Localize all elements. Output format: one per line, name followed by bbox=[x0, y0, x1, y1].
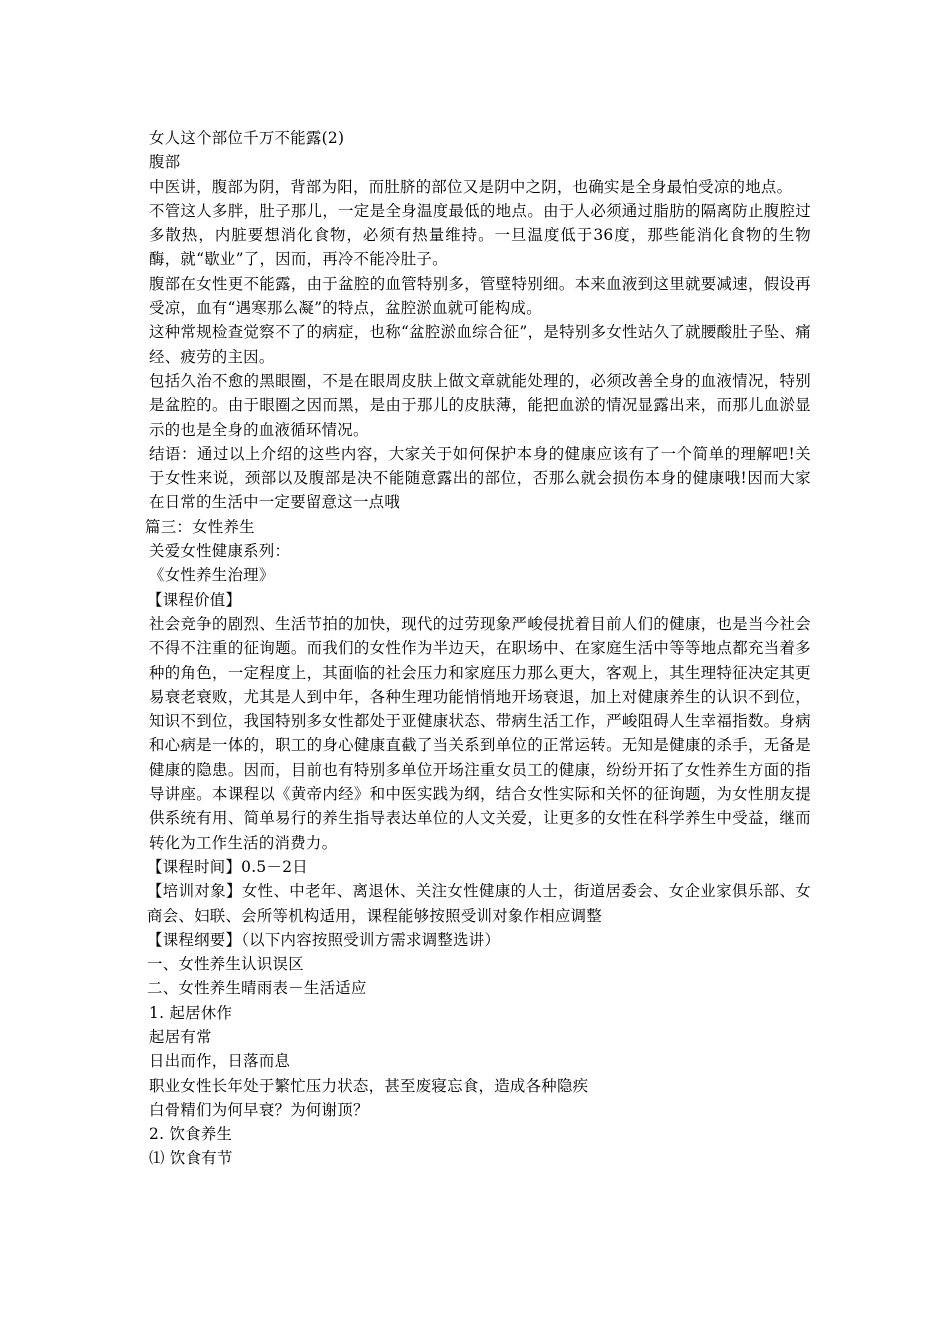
paragraph-3: 腹部在女性更不能露，由于盆腔的血管特别多，管壁特别细。本来血液到这里就要减速，假设再受凉，血有“遇寒那么凝”的特点，盆腔淤血就可能构成。 bbox=[149, 274, 811, 318]
document-title: 女人这个部位千万不能露(2) bbox=[149, 129, 345, 147]
paragraph-conclusion: 结语：通过以上介绍的这些内容，大家关于如何保护本身的健康应该有了一个简单的理解吧!关于女性来说，颈部以及腹部是决不能随意露出的部位，否那么就会损伤本身的健康哦!因而大家在日常的生活中一定要留意这一点哦 bbox=[149, 444, 811, 512]
value-heading: 【课程价值】 bbox=[147, 590, 242, 609]
course-time: 【课程时间】0.5－2日 bbox=[147, 857, 308, 876]
outline-item: 起居有常 bbox=[149, 1027, 212, 1046]
outline-item: 2. 饮食养生 bbox=[149, 1125, 233, 1144]
audience-paragraph: 【培训对象】女性、中老年、离退休、关注女性健康的人士，街道居委会、女企业家俱乐部、女商会、妇联、会所等机构适用，课程能够按照受训对象作相应调整 bbox=[147, 882, 811, 925]
part3-heading: 篇三：女性养生 bbox=[145, 517, 255, 536]
outline-item: 职业女性长年处于繁忙压力状态，甚至废寝忘食，造成各种隐疾 bbox=[149, 1076, 589, 1095]
paragraph-5: 包括久治不愈的黑眼圈，不是在眼周皮肤上做文章就能处理的，必须改善全身的血液情况，特别是盆腔的。由于眼圈之因而黑，是由于那儿的皮肤薄，能把血淤的情况显露出来，而那儿血淤显示的也是全身的血液循环情况。 bbox=[149, 371, 811, 439]
paragraph-2: 不管这人多胖，肚子那儿，一定是全身温度最低的地点。由于人必须通过脂肪的隔离防止腹腔过多散热，内脏要想消化食物，必须有热量维持。一旦温度低于36度，那些能消化食物的生物酶，就“歇业”了，因而，再冷不能冷肚子。 bbox=[149, 201, 811, 269]
outline-heading: 【课程纲要】（以下内容按照受训方需求调整选讲） bbox=[147, 930, 501, 949]
outline-item: ⑴ 饮食有节 bbox=[149, 1149, 233, 1168]
course-title: 《女性养生治理》 bbox=[149, 566, 275, 585]
paragraph-1: 中医讲，腹部为阴，背部为阳，而肚脐的部位又是阴中之阴，也确实是全身最怕受凉的地点。 bbox=[149, 177, 793, 196]
outline-item: 白骨精们为何早衰？为何谢顶？ bbox=[149, 1100, 369, 1119]
series-label: 关爱女性健康系列： bbox=[149, 542, 291, 561]
paragraph-4: 这种常规检查觉察不了的病症，也称“盆腔淤血综合征”，是特别多女性站久了就腰酸肚子坠、痛经、疲劳的主因。 bbox=[149, 323, 811, 366]
outline-item: 二、女性养生晴雨表－生活适应 bbox=[147, 979, 367, 998]
section-heading-abdomen: 腹部 bbox=[149, 153, 181, 172]
outline-item: 一、女性养生认识误区 bbox=[147, 955, 304, 974]
document-page bbox=[145, 126, 811, 1171]
outline-item: 1. 起居休作 bbox=[149, 1003, 233, 1022]
outline-item: 日出而作，日落而息 bbox=[149, 1052, 291, 1071]
value-paragraph: 社会竞争的剧烈、生活节拍的加快，现代的过劳现象严峻侵扰着目前人们的健康，也是当今社会不得不注重的征询题。而我们的女性作为半边天，在职场中、在家庭生活中等等地点都充当着多种的角色，一定程度上，其面临的社会压力和家庭压力那么更大，客观上，其生理特征决定其更易衰老衰败，尤其是人到中年，各种生理功能悄悄地开场衰退，加上对健康养生的认识不到位，知识不到位，我国特别多女性都处于亚健康状态、带病生活工作，严峻阻碍人生幸福指数。身病和心病是一体的，职工的身心健康直截了当关系到单位的正常运转。无知是健康的杀手，无备是健康的隐患。因而，目前也有特别多单位开场注重女员工的健康，纷纷开拓了女性养生方面的指导讲座。本课程以《黄帝内经》和中医实践为纲，结合女性实际和关怀的征询题，为女性朋友提供系统有用、简单易行的养生指导表达单位的人文关爱，让更多的女性在科学养生中受益，继而转化为工作生活的消费力。 bbox=[149, 614, 811, 852]
